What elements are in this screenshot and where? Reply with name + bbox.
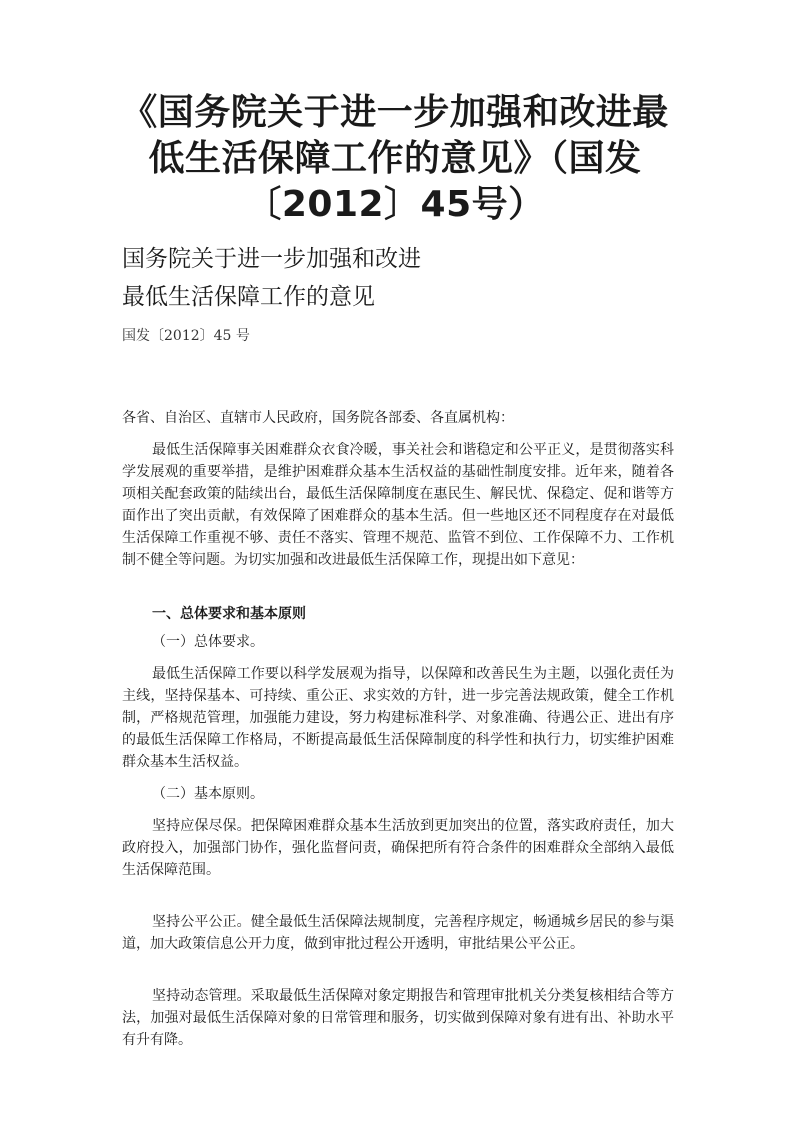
section-1-heading: 一、总体要求和基本原则 xyxy=(152,606,306,622)
section-1-1-paragraph: 最低生活保障工作要以科学发展观为指导，以保障和改善民生为主题，以强化责任为主线，坚持保基本、可持续、重公正、求实效的方针，进一步完善法规政策，健全工作机制，严格规范管理，加强能力建设，努力构建标准科学、对象准确、待遇公正、进出有序的最低生活保障工作格局，不断提高最低生活保障制度的科学性和执行力，切实维护困难群众基本生活权益。 xyxy=(122,666,674,770)
intro-paragraph: 最低生活保障事关困难群众衣食冷暖，事关社会和谐稳定和公平正义，是贯彻落实科学发展观的重要举措，是维护困难群众基本生活权益的基础性制度安排。近年来，随着各项相关配套政策的陆续出台，最低生活保障制度在惠民生、解民忧、保稳定、促和谐等方面作出了突出贡献，有效保障了困难群众的基本生活。但一些地区还不同程度存在对最低生活保障工作重视不够、责任不落实、管理不规范、监管不到位、工作保障不力、工作机制不健全等问题。为切实加强和改进最低生活保障工作，现提出如下意见： xyxy=(122,442,674,568)
section-1-1-heading: （一）总体要求。 xyxy=(152,634,264,650)
document-title: 《国务院关于进一步加强和改进最低生活保障工作的意见》（国发〔2012〕45号） xyxy=(121,92,669,225)
document-number: 国发〔2012〕45 号 xyxy=(122,328,250,344)
subtitle-line-1: 国务院关于进一步加强和改进 xyxy=(122,246,421,272)
salutation: 各省、自治区、直辖市人民政府，国务院各部委、各直属机构： xyxy=(122,410,514,426)
principle-2-paragraph: 坚持公平公正。健全最低生活保障法规制度，完善程序规定，畅通城乡居民的参与渠道，加大政策信息公开力度，做到审批过程公开透明，审批结果公平公正。 xyxy=(122,914,674,952)
principle-3-paragraph: 坚持动态管理。采取最低生活保障对象定期报告和管理审批机关分类复核相结合等方法，加强对最低生活保障对象的日常管理和服务，切实做到保障对象有进有出、补助水平有升有降。 xyxy=(122,988,674,1048)
principle-1-paragraph: 坚持应保尽保。把保障困难群众基本生活放到更加突出的位置，落实政府责任，加大政府投入，加强部门协作，强化监督问责，确保把所有符合条件的困难群众全部纳入最低生活保障范围。 xyxy=(122,818,674,878)
section-1-2-heading: （二）基本原则。 xyxy=(152,786,264,802)
subtitle-line-2: 最低生活保障工作的意见 xyxy=(122,284,375,310)
